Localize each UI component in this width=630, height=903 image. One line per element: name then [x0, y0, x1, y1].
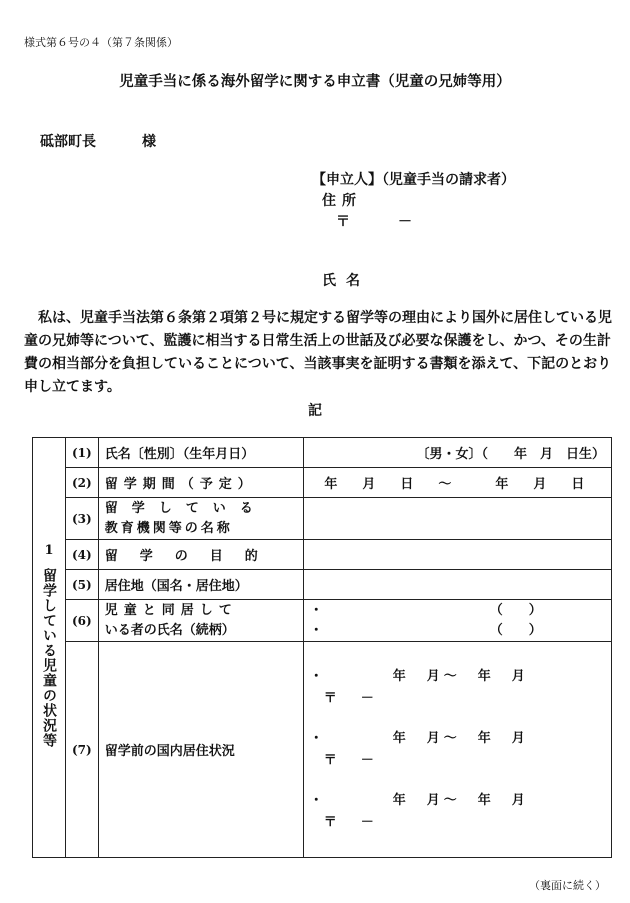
- table-row: [33, 570, 612, 600]
- name-gender-birthdate-field[interactable]: 〔男・女〕（ 年 月 日生）: [303, 438, 611, 468]
- section-header: [33, 438, 66, 858]
- address-label: 住所: [322, 193, 362, 209]
- row-label: 留学前の国内居住状況: [98, 642, 303, 858]
- applicant-postal-field[interactable]: [336, 211, 412, 231]
- row-label: 居住地（国名・居住地）: [98, 570, 303, 600]
- row-number: (1): [66, 438, 99, 468]
- table-row: [33, 498, 612, 540]
- domestic-residence-history-field[interactable]: [303, 642, 611, 858]
- residence-history-entry: ・ 年 月～ 年 月 〒 －: [309, 730, 529, 768]
- residence-history-entry: ・ 年 月～ 年 月 〒 －: [309, 792, 529, 830]
- row-number: (6): [66, 600, 99, 642]
- residence-history-entry: ・ 年 月～ 年 月 〒 －: [309, 668, 529, 706]
- statement-paragraph: 私は、児童手当法第６条第２項第２号に規定する留学等の理由により国外に居住している児童の兄姉等について、監護に相当する日常生活上の世話及び必要な保護をし、かつ、その生計費の相当部分を負担していることについて、当該事実を証明する書類を添えて、下記のとおり申し立てます。: [24, 310, 612, 395]
- row-label-line2: 教育機関等の名称: [104, 520, 233, 536]
- row-label-line2: いる者の氏名（続柄）: [104, 622, 235, 638]
- table-row: [33, 540, 612, 570]
- row-label: [98, 498, 303, 540]
- ki-heading: 記: [308, 403, 322, 419]
- continued-on-back-note: （裏面に続く）: [529, 879, 606, 892]
- cohabitant-line: ・ （ ）: [309, 622, 542, 638]
- row-number: (4): [66, 540, 99, 570]
- applicant-heading: 【申立人】（児童手当の請求者）: [312, 172, 515, 188]
- row-number: (2): [66, 468, 99, 498]
- table-row: [33, 600, 612, 642]
- row-label-line1: 児童と同居して: [104, 602, 238, 618]
- row-label: 留学期間（予定）: [98, 468, 303, 498]
- addressee-honorific: 様: [142, 134, 156, 150]
- addressee: [40, 131, 156, 151]
- row-label-line1: 留学している: [104, 500, 267, 516]
- row-number: (7): [66, 642, 99, 858]
- name-label: 氏名: [322, 273, 370, 289]
- postal-dash: －: [398, 214, 412, 230]
- study-period-field[interactable]: 年 月 日 ～ 年 月 日: [303, 468, 611, 498]
- table-row: [33, 642, 612, 858]
- postal-mark: 〒: [336, 214, 350, 230]
- cohabitant-line: ・ （ ）: [309, 602, 542, 618]
- section-number: 1: [44, 543, 54, 558]
- table-row: [33, 438, 612, 468]
- row-label: 留学の目的: [98, 540, 303, 570]
- study-purpose-field[interactable]: [303, 540, 611, 570]
- form-number: 様式第６号の４（第７条関係）: [24, 36, 178, 49]
- section-title: 留学している児童の状況等: [41, 568, 57, 748]
- document-title: 児童手当に係る海外留学に関する申立書（児童の兄姉等用）: [119, 73, 511, 90]
- residence-field[interactable]: [303, 570, 611, 600]
- row-number: (3): [66, 498, 99, 540]
- institution-name-field[interactable]: [303, 498, 611, 540]
- row-number: (5): [66, 570, 99, 600]
- addressee-name: 砥部町長: [40, 134, 96, 150]
- row-label: [98, 600, 303, 642]
- child-status-table: [32, 437, 612, 858]
- row-label: 氏名〔性別〕（生年月日）: [98, 438, 303, 468]
- cohabitant-field[interactable]: [303, 600, 611, 642]
- table-row: [33, 468, 612, 498]
